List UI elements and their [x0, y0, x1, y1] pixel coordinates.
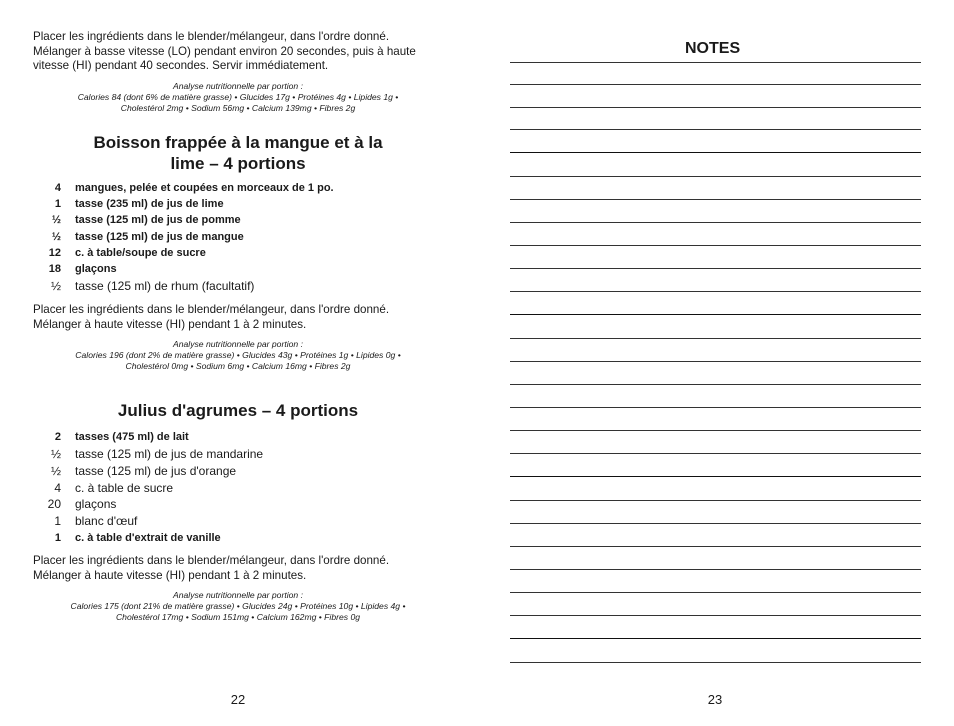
ingredient-item: ½ tasse (125 ml) de jus de mangue — [51, 230, 244, 243]
intro-nutrition: Analyse nutritionnelle par portion : Calories 84 (dont 6% de matière grasse) • Glucides 17g • Protéines 4g • Lipides 1g • Cholestérol 2mg • Sodium 56mg • Calcium 139mg • Fibres 2g — [77, 81, 399, 113]
note-line — [510, 361, 921, 362]
ingredient-item: 1 tasse (235 ml) de jus de lime — [54, 198, 224, 210]
ingredient-item: ½ tasse (125 ml) de jus de mandarine — [50, 446, 264, 461]
note-line — [510, 268, 921, 269]
ingredient-list-mango-lime — [33, 180, 453, 294]
note-line — [510, 592, 921, 593]
note-line — [510, 615, 921, 616]
recipe-title-mango-lime: Boisson frappée à la mangue et à la lime – 4 portions — [93, 133, 383, 173]
note-line — [510, 662, 921, 663]
note-line — [510, 546, 921, 547]
note-line — [510, 314, 921, 315]
note-line — [510, 430, 921, 431]
note-line — [510, 291, 921, 292]
note-line — [510, 453, 921, 454]
ingredient-item: 12 c. à table/soupe de sucre — [48, 247, 206, 259]
recipe-title-citrus-julius: Julius d'agrumes – 4 portions — [117, 401, 359, 420]
note-line — [510, 176, 921, 177]
page-number: 23 — [707, 692, 723, 707]
note-line — [510, 500, 921, 501]
ingredient-item: 20 glaçons — [47, 497, 117, 511]
note-line — [510, 338, 921, 339]
intro-text: Placer les ingrédients dans le blender/mélangeur, dans l'ordre donné. Mélanger à basse vitesse (LO) pendant environ 20 secondes, puis à haute vitesse (HI) pendant 40 secondes. Servir immédiatement. — [33, 30, 416, 73]
note-line — [510, 152, 921, 153]
note-line — [510, 638, 921, 639]
note-line — [510, 245, 921, 246]
ingredient-list-citrus-julius — [33, 428, 453, 546]
instructions-mango-lime: Placer les ingrédients dans le blender/mélangeur, dans l'ordre donné. Mélanger à haute vitesse (HI) pendant 1 à 2 minutes. — [33, 303, 390, 331]
note-line — [510, 407, 921, 408]
ingredient-item: 1 c. à table d'extrait de vanille — [54, 531, 221, 544]
ingredient-item: 4 c. à table de sucre — [54, 480, 174, 495]
note-line — [510, 384, 921, 385]
note-line — [510, 62, 921, 63]
note-line — [510, 84, 921, 85]
note-line — [510, 523, 921, 524]
note-line — [510, 476, 921, 477]
page-number: 22 — [230, 692, 246, 707]
ingredient-item: 4 mangues, pelée et coupées en morceaux de 1 po. — [54, 182, 334, 194]
ingredient-item: 2 tasses (475 ml) de lait — [54, 430, 189, 443]
nutrition-citrus-julius: Analyse nutritionnelle par portion : Calories 175 (dont 21% de matière grasse) • Glucides 24g • Protéines 10g • Lipides 4g • Cholestérol 17mg • Sodium 151mg • Calcium 162mg • Fibres 0g — [70, 590, 406, 622]
note-line — [510, 222, 921, 223]
right-page — [477, 0, 954, 726]
ingredient-item: ½ tasse (125 ml) de jus d'orange — [50, 463, 237, 478]
ingredient-item: ½ tasse (125 ml) de rhum (facultatif) — [50, 278, 255, 293]
notes-title: NOTES — [685, 40, 741, 57]
note-line — [510, 569, 921, 570]
note-line — [510, 107, 921, 108]
instructions-citrus-julius: Placer les ingrédients dans le blender/mélangeur, dans l'ordre donné. Mélanger à haute vitesse (HI) pendant 1 à 2 minutes. — [33, 554, 390, 582]
ingredient-item: 18 glaçons — [48, 263, 117, 275]
nutrition-mango-lime: Analyse nutritionnelle par portion : Calories 196 (dont 2% de matière grasse) • Glucides 43g • Protéines 1g • Lipides 0g • Cholestérol 0mg • Sodium 6mg • Calcium 16mg • Fibres 2g — [75, 339, 401, 371]
note-line — [510, 199, 921, 200]
ingredient-item: 1 blanc d'œuf — [54, 513, 138, 528]
ingredient-item: ½ tasse (125 ml) de jus de pomme — [51, 214, 241, 226]
note-line — [510, 129, 921, 130]
